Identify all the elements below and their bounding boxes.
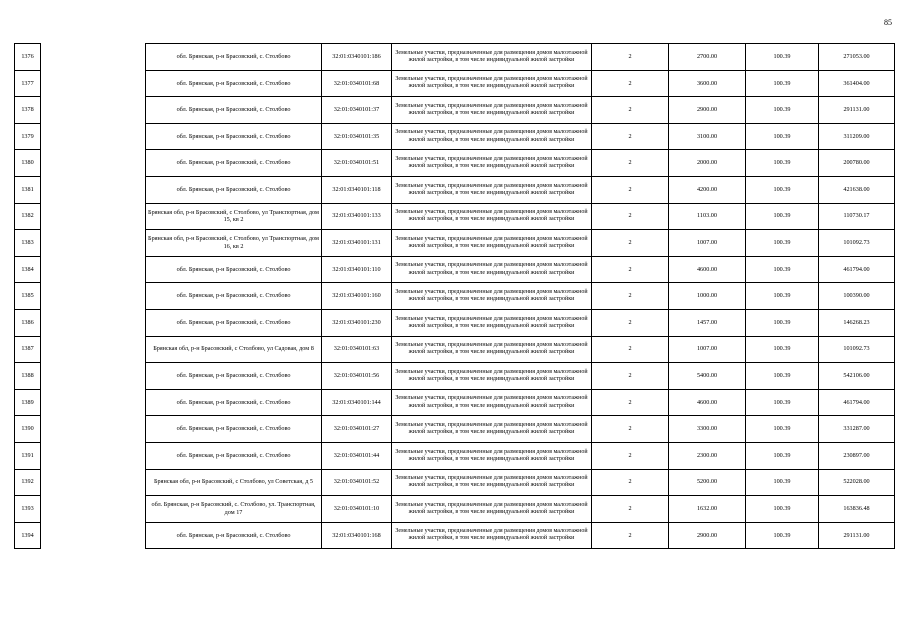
row-number-cell: 1381 — [15, 176, 41, 203]
specific-value-cell: 100.39 — [746, 203, 819, 230]
address-cell: обл. Брянская, р-н Брасовский, с. Столбово, ул. Транспортная, дом 17 — [146, 496, 322, 523]
address-cell: обл. Брянская, р-н Брасовский, с. Столбово — [146, 363, 322, 390]
cadastral-value-cell: 291131.00 — [819, 97, 895, 124]
blank-cell — [41, 469, 146, 496]
cadastral-number-cell: 32:01:0340101:68 — [322, 70, 392, 97]
address-cell: обл. Брянская, р-н Брасовский, с. Столбово — [146, 123, 322, 150]
group-cell: 2 — [592, 469, 669, 496]
table-row — [15, 123, 895, 150]
address-cell: обл. Брянская, р-н Брасовский, с. Столбово — [146, 97, 322, 124]
land-use-purpose-cell: Земельные участки, предназначенные для размещения домов малоэтажной жилой застройки, в том числе индивидуальной жилой застройки — [392, 203, 592, 230]
cadastral-number-cell: 32:01:0340101:133 — [322, 203, 392, 230]
specific-value-cell: 100.39 — [746, 123, 819, 150]
row-number-cell: 1380 — [15, 150, 41, 177]
blank-cell — [41, 97, 146, 124]
land-use-purpose-cell: Земельные участки, предназначенные для размещения домов малоэтажной жилой застройки, в том числе индивидуальной жилой застройки — [392, 496, 592, 523]
cadastral-number-cell: 32:01:0340101:186 — [322, 44, 392, 71]
table-row — [15, 97, 895, 124]
area-cell: 1457.00 — [669, 309, 746, 336]
group-cell: 2 — [592, 97, 669, 124]
table-row — [15, 389, 895, 416]
table-row — [15, 70, 895, 97]
group-cell: 2 — [592, 522, 669, 549]
cadastral-number-cell: 32:01:0340101:230 — [322, 309, 392, 336]
table-row — [15, 336, 895, 363]
specific-value-cell: 100.39 — [746, 97, 819, 124]
land-use-purpose-cell: Земельные участки, предназначенные для размещения домов малоэтажной жилой застройки, в том числе индивидуальной жилой застройки — [392, 44, 592, 71]
address-cell: Брянская обл, р-н Брасовский, с Столбово, ул Советская, д 5 — [146, 469, 322, 496]
area-cell: 2000.00 — [669, 150, 746, 177]
address-cell: обл. Брянская, р-н Брасовский, с. Столбово — [146, 44, 322, 71]
specific-value-cell: 100.39 — [746, 70, 819, 97]
blank-cell — [41, 256, 146, 283]
blank-cell — [41, 176, 146, 203]
row-number-cell: 1376 — [15, 44, 41, 71]
group-cell: 2 — [592, 230, 669, 257]
cadastral-number-cell: 32:01:0340101:118 — [322, 176, 392, 203]
cadastral-number-cell: 32:01:0340101:51 — [322, 150, 392, 177]
row-number-cell: 1386 — [15, 309, 41, 336]
cadastral-value-cell: 110730.17 — [819, 203, 895, 230]
specific-value-cell: 100.39 — [746, 283, 819, 310]
group-cell: 2 — [592, 442, 669, 469]
cadastral-value-cell: 200780.00 — [819, 150, 895, 177]
area-cell: 2900.00 — [669, 97, 746, 124]
cadastral-value-cell: 146268.23 — [819, 309, 895, 336]
land-use-purpose-cell: Земельные участки, предназначенные для размещения домов малоэтажной жилой застройки, в том числе индивидуальной жилой застройки — [392, 309, 592, 336]
specific-value-cell: 100.39 — [746, 363, 819, 390]
row-number-cell: 1392 — [15, 469, 41, 496]
address-cell: обл. Брянская, р-н Брасовский, с. Столбово — [146, 256, 322, 283]
specific-value-cell: 100.39 — [746, 256, 819, 283]
table-body — [15, 44, 895, 549]
cadastral-number-cell: 32:01:0340101:160 — [322, 283, 392, 310]
group-cell: 2 — [592, 389, 669, 416]
blank-cell — [41, 496, 146, 523]
blank-cell — [41, 44, 146, 71]
address-cell: обл. Брянская, р-н Брасовский, с. Столбово — [146, 176, 322, 203]
area-cell: 3100.00 — [669, 123, 746, 150]
blank-cell — [41, 416, 146, 443]
table-row — [15, 469, 895, 496]
group-cell: 2 — [592, 44, 669, 71]
cadastral-value-cell: 361404.00 — [819, 70, 895, 97]
address-cell: обл. Брянская, р-н Брасовский, с. Столбово — [146, 309, 322, 336]
group-cell: 2 — [592, 309, 669, 336]
table-row — [15, 203, 895, 230]
group-cell: 2 — [592, 70, 669, 97]
blank-cell — [41, 70, 146, 97]
specific-value-cell: 100.39 — [746, 416, 819, 443]
area-cell: 3600.00 — [669, 70, 746, 97]
table-row — [15, 44, 895, 71]
area-cell: 1007.00 — [669, 230, 746, 257]
cadastral-number-cell: 32:01:0340101:10 — [322, 496, 392, 523]
cadastral-number-cell: 32:01:0340101:27 — [322, 416, 392, 443]
address-cell: обл. Брянская, р-н Брасовский, с. Столбово — [146, 150, 322, 177]
blank-cell — [41, 389, 146, 416]
row-number-cell: 1387 — [15, 336, 41, 363]
group-cell: 2 — [592, 256, 669, 283]
cadastral-value-cell: 230897.00 — [819, 442, 895, 469]
row-number-cell: 1389 — [15, 389, 41, 416]
row-number-cell: 1384 — [15, 256, 41, 283]
row-number-cell: 1394 — [15, 522, 41, 549]
row-number-cell: 1385 — [15, 283, 41, 310]
row-number-cell: 1388 — [15, 363, 41, 390]
group-cell: 2 — [592, 203, 669, 230]
specific-value-cell: 100.39 — [746, 336, 819, 363]
row-number-cell: 1378 — [15, 97, 41, 124]
cadastral-number-cell: 32:01:0340101:35 — [322, 123, 392, 150]
land-use-purpose-cell: Земельные участки, предназначенные для размещения домов малоэтажной жилой застройки, в том числе индивидуальной жилой застройки — [392, 336, 592, 363]
land-use-purpose-cell: Земельные участки, предназначенные для размещения домов малоэтажной жилой застройки, в том числе индивидуальной жилой застройки — [392, 70, 592, 97]
cadastral-number-cell: 32:01:0340101:63 — [322, 336, 392, 363]
group-cell: 2 — [592, 176, 669, 203]
group-cell: 2 — [592, 416, 669, 443]
land-use-purpose-cell: Земельные участки, предназначенные для размещения домов малоэтажной жилой застройки, в том числе индивидуальной жилой застройки — [392, 469, 592, 496]
table-row — [15, 283, 895, 310]
address-cell: обл. Брянская, р-н Брасовский, с. Столбово — [146, 442, 322, 469]
address-cell: обл. Брянская, р-н Брасовский, с. Столбово — [146, 70, 322, 97]
table-row — [15, 176, 895, 203]
blank-cell — [41, 203, 146, 230]
address-cell: обл. Брянская, р-н Брасовский, с. Столбово — [146, 522, 322, 549]
cadastral-value-cell: 101092.73 — [819, 336, 895, 363]
table-row — [15, 309, 895, 336]
area-cell: 4600.00 — [669, 389, 746, 416]
land-use-purpose-cell: Земельные участки, предназначенные для размещения домов малоэтажной жилой застройки, в том числе индивидуальной жилой застройки — [392, 416, 592, 443]
page-number: 85 — [884, 18, 892, 27]
area-cell: 4600.00 — [669, 256, 746, 283]
cadastral-number-cell: 32:01:0340101:37 — [322, 97, 392, 124]
area-cell: 5200.00 — [669, 469, 746, 496]
row-number-cell: 1383 — [15, 230, 41, 257]
specific-value-cell: 100.39 — [746, 176, 819, 203]
blank-cell — [41, 363, 146, 390]
blank-cell — [41, 230, 146, 257]
cadastral-number-cell: 32:01:0340101:131 — [322, 230, 392, 257]
address-cell: обл. Брянская, р-н Брасовский, с. Столбово — [146, 416, 322, 443]
cadastral-value-cell: 542106.00 — [819, 363, 895, 390]
address-cell: обл. Брянская, р-н Брасовский, с. Столбово — [146, 283, 322, 310]
cadastral-value-cell: 331287.00 — [819, 416, 895, 443]
row-number-cell: 1390 — [15, 416, 41, 443]
row-number-cell: 1377 — [15, 70, 41, 97]
blank-cell — [41, 336, 146, 363]
group-cell: 2 — [592, 496, 669, 523]
specific-value-cell: 100.39 — [746, 44, 819, 71]
land-use-purpose-cell: Земельные участки, предназначенные для размещения домов малоэтажной жилой застройки, в том числе индивидуальной жилой застройки — [392, 522, 592, 549]
cadastral-value-cell: 163836.48 — [819, 496, 895, 523]
blank-cell — [41, 522, 146, 549]
land-use-purpose-cell: Земельные участки, предназначенные для размещения домов малоэтажной жилой застройки, в том числе индивидуальной жилой застройки — [392, 150, 592, 177]
group-cell: 2 — [592, 283, 669, 310]
group-cell: 2 — [592, 363, 669, 390]
group-cell: 2 — [592, 123, 669, 150]
land-use-purpose-cell: Земельные участки, предназначенные для размещения домов малоэтажной жилой застройки, в том числе индивидуальной жилой застройки — [392, 123, 592, 150]
blank-cell — [41, 150, 146, 177]
area-cell: 1007.00 — [669, 336, 746, 363]
table-row — [15, 496, 895, 523]
specific-value-cell: 100.39 — [746, 469, 819, 496]
address-cell: Брянская обл, р-н Брасовский, с Столбово, ул Транспортная, дом 16, кв 2 — [146, 230, 322, 257]
group-cell: 2 — [592, 336, 669, 363]
specific-value-cell: 100.39 — [746, 389, 819, 416]
land-use-purpose-cell: Земельные участки, предназначенные для размещения домов малоэтажной жилой застройки, в том числе индивидуальной жилой застройки — [392, 230, 592, 257]
specific-value-cell: 100.39 — [746, 522, 819, 549]
land-use-purpose-cell: Земельные участки, предназначенные для размещения домов малоэтажной жилой застройки, в том числе индивидуальной жилой застройки — [392, 97, 592, 124]
cadastral-number-cell: 32:01:0340101:110 — [322, 256, 392, 283]
cadastral-number-cell: 32:01:0340101:44 — [322, 442, 392, 469]
area-cell: 5400.00 — [669, 363, 746, 390]
address-cell: Брянская обл, р-н Брасовский, с Столбово, ул Садовая, дом 8 — [146, 336, 322, 363]
cadastral-value-cell: 271053.00 — [819, 44, 895, 71]
area-cell: 1000.00 — [669, 283, 746, 310]
land-use-purpose-cell: Земельные участки, предназначенные для размещения домов малоэтажной жилой застройки, в том числе индивидуальной жилой застройки — [392, 363, 592, 390]
specific-value-cell: 100.39 — [746, 309, 819, 336]
area-cell: 3300.00 — [669, 416, 746, 443]
cadastral-value-cell: 522028.00 — [819, 469, 895, 496]
land-use-purpose-cell: Земельные участки, предназначенные для размещения домов малоэтажной жилой застройки, в том числе индивидуальной жилой застройки — [392, 176, 592, 203]
table-row — [15, 256, 895, 283]
land-use-purpose-cell: Земельные участки, предназначенные для размещения домов малоэтажной жилой застройки, в том числе индивидуальной жилой застройки — [392, 442, 592, 469]
area-cell: 1103.00 — [669, 203, 746, 230]
specific-value-cell: 100.39 — [746, 230, 819, 257]
land-use-purpose-cell: Земельные участки, предназначенные для размещения домов малоэтажной жилой застройки, в том числе индивидуальной жилой застройки — [392, 283, 592, 310]
cadastral-number-cell: 32:01:0340101:56 — [322, 363, 392, 390]
address-cell: обл. Брянская, р-н Брасовский, с. Столбово — [146, 389, 322, 416]
row-number-cell: 1391 — [15, 442, 41, 469]
cadastral-value-cell: 461794.00 — [819, 389, 895, 416]
table-row — [15, 416, 895, 443]
cadastral-value-cell: 101092.73 — [819, 230, 895, 257]
specific-value-cell: 100.39 — [746, 150, 819, 177]
table-row — [15, 230, 895, 257]
cadastral-number-cell: 32:01:0340101:144 — [322, 389, 392, 416]
group-cell: 2 — [592, 150, 669, 177]
land-use-purpose-cell: Земельные участки, предназначенные для размещения домов малоэтажной жилой застройки, в том числе индивидуальной жилой застройки — [392, 389, 592, 416]
address-cell: Брянская обл, р-н Брасовский, с Столбово, ул Транспортная, дом 15, кв 2 — [146, 203, 322, 230]
cadastral-number-cell: 32:01:0340101:168 — [322, 522, 392, 549]
blank-cell — [41, 309, 146, 336]
specific-value-cell: 100.39 — [746, 496, 819, 523]
table-row — [15, 522, 895, 549]
row-number-cell: 1393 — [15, 496, 41, 523]
area-cell: 2300.00 — [669, 442, 746, 469]
land-use-purpose-cell: Земельные участки, предназначенные для размещения домов малоэтажной жилой застройки, в том числе индивидуальной жилой застройки — [392, 256, 592, 283]
cadastral-number-cell: 32:01:0340101:52 — [322, 469, 392, 496]
blank-cell — [41, 283, 146, 310]
cadastral-value-cell: 100390.00 — [819, 283, 895, 310]
cadastral-value-cell: 291131.00 — [819, 522, 895, 549]
specific-value-cell: 100.39 — [746, 442, 819, 469]
table-row — [15, 150, 895, 177]
cadastral-value-table — [14, 43, 895, 549]
blank-cell — [41, 442, 146, 469]
table-row — [15, 363, 895, 390]
area-cell: 1632.00 — [669, 496, 746, 523]
area-cell: 4200.00 — [669, 176, 746, 203]
cadastral-value-cell: 311209.00 — [819, 123, 895, 150]
area-cell: 2700.00 — [669, 44, 746, 71]
area-cell: 2900.00 — [669, 522, 746, 549]
cadastral-value-cell: 421638.00 — [819, 176, 895, 203]
row-number-cell: 1379 — [15, 123, 41, 150]
cadastral-value-cell: 461794.00 — [819, 256, 895, 283]
blank-cell — [41, 123, 146, 150]
table-row — [15, 442, 895, 469]
row-number-cell: 1382 — [15, 203, 41, 230]
